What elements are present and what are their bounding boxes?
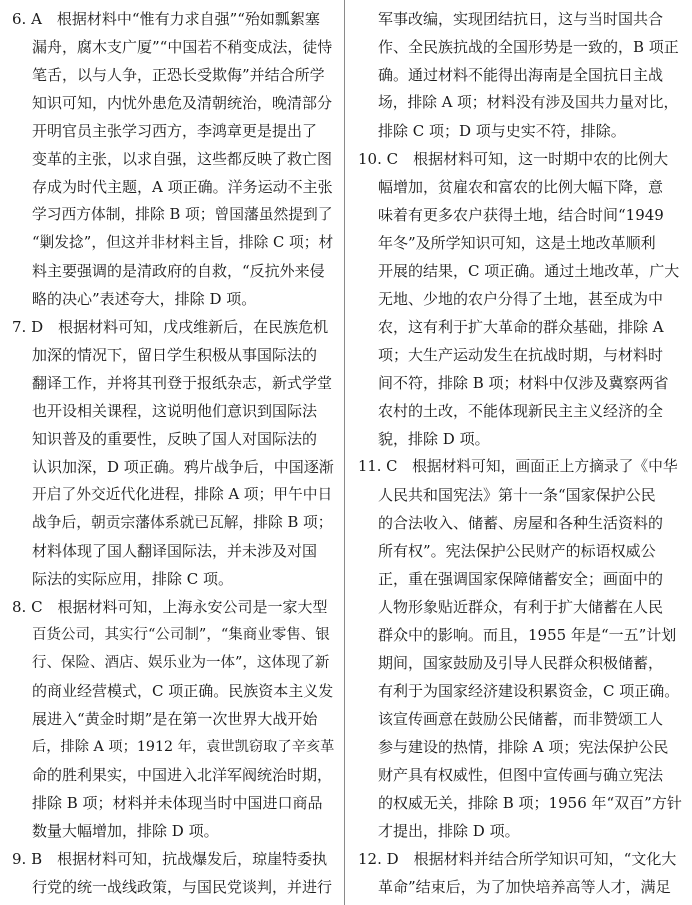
text-line: 百货公司，其实行“公司制”，“集商业零售、银 (32, 627, 330, 643)
text-line: 财产具有权威性，但图中宣传画与确立宪法 (378, 766, 664, 784)
text-line: 开展的结果，C 项正确。通过土地改革，广大 (378, 262, 680, 280)
text-line: 9. B 根据材料可知，抗战爆发后，琼崖特委执 (12, 850, 328, 868)
text-line: 料主要强调的是清政府的自救，“反抗外来侵 (32, 262, 325, 280)
text-line: 才提出，排除 D 项。 (378, 822, 520, 840)
text-line: 场，排除 A 项；材料没有涉及国共力量对比， (378, 94, 679, 111)
text-line: 7. D 根据材料可知，戊戌维新后，在民族危机 (12, 318, 329, 336)
text-line: 变革的主张，以求自强，这些都反映了救亡图 (32, 150, 333, 168)
text-line: 加深的情况下，留日学生积极从事国际法的 (32, 346, 318, 364)
text-line: 认识加深，D 项正确。鸦片战争后，中国逐渐 (32, 458, 334, 476)
text-line: 材料体现了国人翻译国际法，并未涉及对国 (32, 542, 318, 560)
text-line: 正，重在强调国家保障储蓄安全；画面中的 (378, 570, 664, 588)
text-line: 的权威无关，排除 B 项；1956 年“双百”方针 (378, 794, 682, 812)
text-line: 的商业经营模式，C 项正确。民族资本主义发 (32, 682, 334, 700)
text-line: 革命”结束后，为了加快培养高等人才，满足 (378, 878, 671, 896)
text-line: 8. C 根据材料可知，上海永安公司是一家大型 (12, 598, 328, 616)
text-line: 10. C 根据材料可知，这一时期中农的比例大 (358, 150, 669, 168)
text-line: 学习西方体制，排除 B 项；曾国藩虽然提到了 (32, 206, 333, 223)
text-line: 该宣传画意在鼓励公民储蓄，而非赞颂工人 (378, 710, 664, 728)
text-line: 农村的土改，不能体现新民主主义经济的全 (378, 402, 664, 420)
text-line: 行、保险、酒店、娱乐业为一体”，这体现了新 (32, 655, 330, 671)
text-line: 6. A 根据材料中“惟有力求自强”“殆如瓢絮塞 (12, 10, 320, 28)
text-line: 年冬”及所学知识可知，这是土地改革顺利 (378, 234, 656, 252)
text-line: 也开设相关课程，这说明他们意识到国际法 (32, 402, 318, 420)
text-line: 数量大幅增加，排除 D 项。 (32, 822, 219, 840)
text-line: 参与建设的热情，排除 A 项；宪法保护公民 (378, 738, 669, 756)
text-line: 人物形象贴近群众，有利于扩大储蓄在人民 (378, 598, 664, 616)
text-line: 知识普及的重要性，反映了国人对国际法的 (32, 430, 318, 448)
text-line: 貌，排除 D 项。 (378, 430, 490, 448)
text-line: 农，这有利于扩大革命的群众基础，排除 A (378, 318, 664, 336)
text-line: 12. D 根据材料并结合所学知识可知，“文化大 (358, 850, 677, 868)
text-line: 笔舌，以与人争，正恐长受欺侮”并结合所学 (32, 66, 325, 84)
text-line: 翻译工作，并将其刊登于报纸杂志，新式学堂 (32, 374, 333, 392)
text-line: 确。通过材料不能得出海南是全国抗日主战 (378, 66, 664, 84)
text-line: 后，排除 A 项；1912 年，袁世凯窃取了辛亥革 (32, 739, 335, 755)
text-line: 11. C 根据材料可知，画面正上方摘录了《中华 (358, 458, 678, 475)
text-line: 略的决心”表述夸大，排除 D 项。 (32, 290, 257, 308)
text-line: 存成为时代主题，A 项正确。洋务运动不主张 (32, 178, 333, 196)
text-line: 知识可知，内忧外患危及清朝统治，晚清部分 (32, 94, 333, 112)
text-line: 间不符，排除 B 项；材料中仅涉及冀察两省 (378, 374, 669, 392)
text-line: 漏舟，腐木支广厦”“中国若不稍变成法，徒恃 (32, 38, 333, 56)
text-line: 军事改编，实现团结抗日，这与当时国共合 (378, 10, 664, 28)
text-line: 的合法收入、储蓄、房屋和各种生活资料的 (378, 514, 664, 532)
text-line: 项；大生产运动发生在抗战时期，与材料时 (378, 346, 664, 364)
text-line: 所有权”。宪法保护公民财产的标语权威公 (378, 542, 656, 560)
text-line: 行党的统一战线政策，与国民党谈判，并进行 (32, 878, 333, 896)
text-line: 展进入“黄金时期”是在第一次世界大战开始 (32, 710, 318, 728)
text-line: 开启了外交近代化进程，排除 A 项；甲午中日 (32, 486, 333, 503)
text-line: 群众中的影响。而且，1955 年是“一五”计划 (378, 626, 677, 644)
text-line: 际法的实际应用，排除 C 项。 (32, 570, 234, 588)
column-divider (344, 0, 345, 905)
text-line: 人民共和国宪法》第十一条“国家保护公民 (378, 486, 656, 504)
text-line: “剿发捻”，但这并非材料主旨，排除 C 项；材 (32, 234, 334, 251)
text-line: 无地、少地的农户分得了土地，甚至成为中 (378, 290, 664, 308)
text-line: 幅增加，贫雇农和富农的比例大幅下降，意 (378, 178, 664, 196)
text-line: 有利于为国家经济建设积累资金，C 项正确。 (378, 682, 680, 700)
text-line: 作、全民族抗战的全国形势是一致的，B 项正 (378, 38, 679, 56)
text-line: 排除 B 项；材料并未体现当时中国进口商品 (32, 794, 323, 812)
text-line: 排除 C 项；D 项与史实不符，排除。 (378, 122, 626, 140)
text-line: 战争后，朝贡宗藩体系就已瓦解，排除 B 项； (32, 514, 333, 531)
text-line: 期间，国家鼓励及引导人民群众积极储蓄， (378, 654, 664, 672)
text-line: 命的胜利果实，中国进入北洋军阀统治时期， (32, 766, 333, 784)
text-line: 味着有更多农户获得土地，结合时间“1949 (378, 206, 664, 224)
text-line: 开明官员主张学习西方，李鸿章更是提出了 (32, 122, 318, 140)
